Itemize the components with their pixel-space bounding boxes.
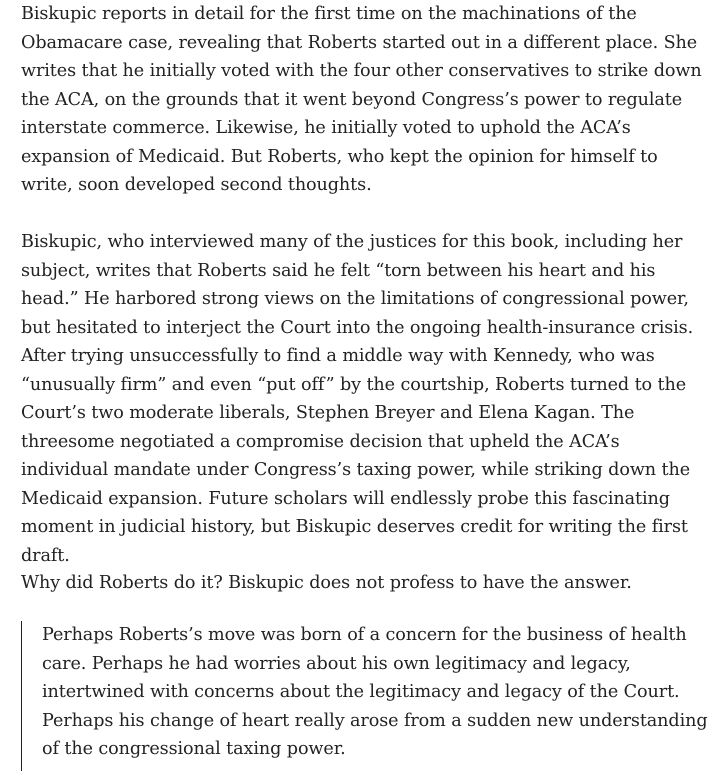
blockquote <box>21 621 711 771</box>
paragraph-1: Biskupic reports in detail for the first time on the machinations of the Obamacare case, revealing that Roberts started out in a different place. She writes that he initially voted with the four other conservatives to strike down the ACA, on the grounds that it went beyond Congress’s power to regulate interstate commerce. Likewise, he initially voted to uphold the ACA’s expansion of Medicaid. But Roberts, who kept the opinion for himself to write, soon developed second thoughts. <box>21 4 702 195</box>
paragraph-2: Biskupic, who interviewed many of the justices for this book, including her subject, writes that Roberts said he felt “torn between his heart and his head.” He harbored strong views on the limitations of congressional power, but hesitated to interject the Court into the ongoing health-insurance crisis. After trying unsuccessfully to find a middle way with Kennedy, who was “unusually firm” and even “put off” by the courtship, Roberts turned to the Court’s two moderate liberals, Stephen Breyer and Elena Kagan. The threesome negotiated a compromise decision that upheld the ACA’s individual mandate under Congress’s taxing power, while striking down the Medicaid expansion. Future scholars will endlessly probe this fascinating moment in judicial history, but Biskupic deserves credit for writing the first draft. <box>21 232 694 566</box>
blockquote-text: Perhaps Roberts’s move was born of a concern for the business of health care. Perhaps he had worries about his own legitimacy and legacy, intertwined with concerns about the legitimacy and legacy of the Court. Perhaps his change of heart really arose from a sudden new understanding of the congressional taxing power. <box>42 625 708 759</box>
paragraph-3: Why did Roberts do it? Biskupic does not profess to have the answer. <box>21 573 632 593</box>
